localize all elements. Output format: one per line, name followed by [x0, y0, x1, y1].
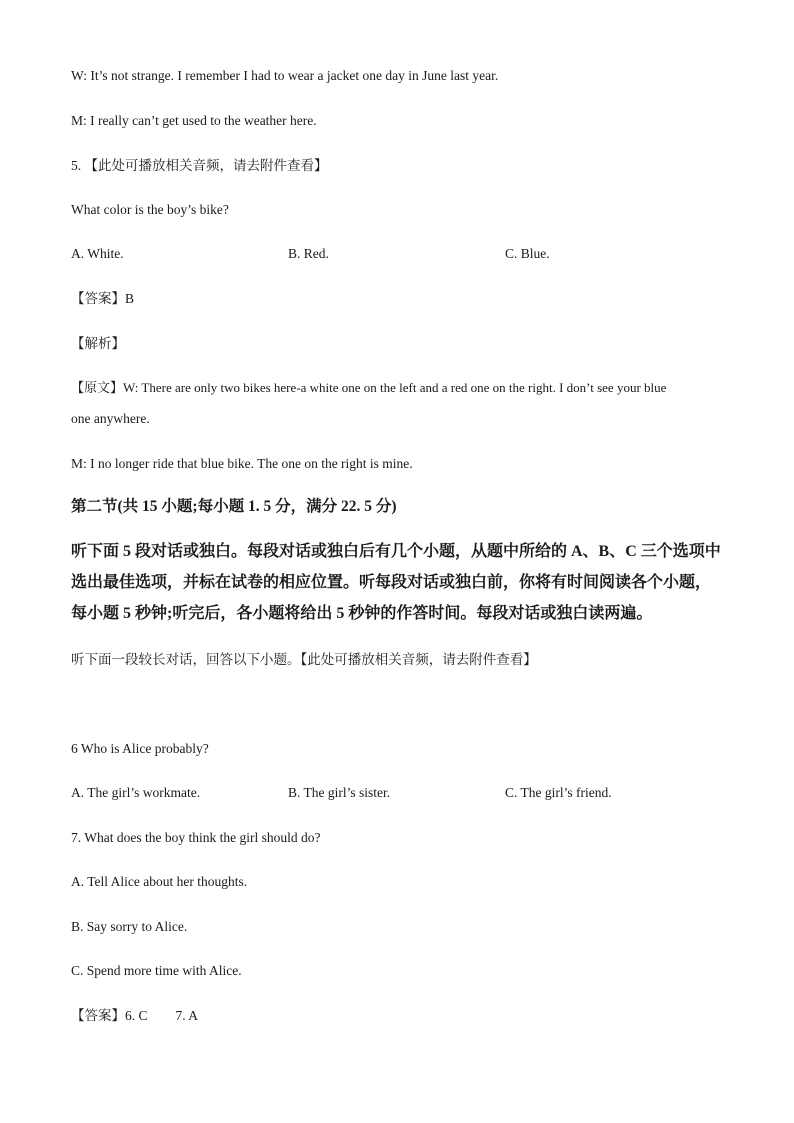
answer-label: 【答案】 [71, 1008, 125, 1023]
q5-original-line2: one anywhere. [71, 411, 150, 426]
q5-option-b: B. Red. [288, 246, 329, 261]
dialogue-line-m: M: I really can’t get used to the weather here. [71, 113, 317, 128]
q5-analysis: 【解析】 [71, 336, 125, 351]
q7-question: 7. What does the boy think the girl should do? [71, 830, 321, 845]
q5-original-line1: 【原文】W: There are only two bikes here-a white one on the left and a red one on the right. I don’t see your blue [71, 380, 667, 395]
q5-option-a: A. White. [71, 246, 124, 261]
q5-option-c: C. Blue. [505, 246, 550, 261]
q6-option-c: C. The girl’s friend. [505, 785, 612, 800]
q5-question: What color is the boy’s bike? [71, 202, 229, 217]
dialogue-line-w: W: It’s not strange. I remember I had to wear a jacket one day in June last year. [71, 68, 499, 83]
answer-6: 6. C [125, 1008, 148, 1023]
q5-header: 5. 【此处可播放相关音频，请去附件查看】 [71, 158, 328, 173]
q6-question: 6 Who is Alice probably? [71, 741, 209, 756]
answers-6-7 [71, 1007, 198, 1025]
listening-prompt: 听下面一段较长对话，回答以下小题。【此处可播放相关音频，请去附件查看】 [71, 652, 537, 667]
section2-instruction-line3: 每小题 5 秒钟;听完后，各小题将给出 5 秒钟的作答时间。每段对话或独白读两遍。 [71, 605, 653, 622]
q7-option-a: A. Tell Alice about her thoughts. [71, 874, 248, 889]
q7-option-c: C. Spend more time with Alice. [71, 963, 242, 978]
section2-title: 第二节(共 15 小题;每小题 1. 5 分，满分 22. 5 分) [71, 498, 397, 515]
section2-instruction-line2: 选出最佳选项，并标在试卷的相应位置。听每段对话或独白前，你将有时间阅读各个小题， [71, 574, 712, 591]
q5-answer: 【答案】B [71, 291, 135, 306]
q7-option-b: B. Say sorry to Alice. [71, 919, 188, 934]
section2-instruction-line1: 听下面 5 段对话或独白。每段对话或独白后有几个小题，从题中所给的 A、B、C 三个选项中 [71, 543, 721, 560]
q6-option-a: A. The girl’s workmate. [71, 785, 201, 800]
answer-7: 7. A [175, 1008, 199, 1023]
q5-original-line3: M: I no longer ride that blue bike. The one on the right is mine. [71, 456, 413, 471]
q6-option-b: B. The girl’s sister. [288, 785, 391, 800]
